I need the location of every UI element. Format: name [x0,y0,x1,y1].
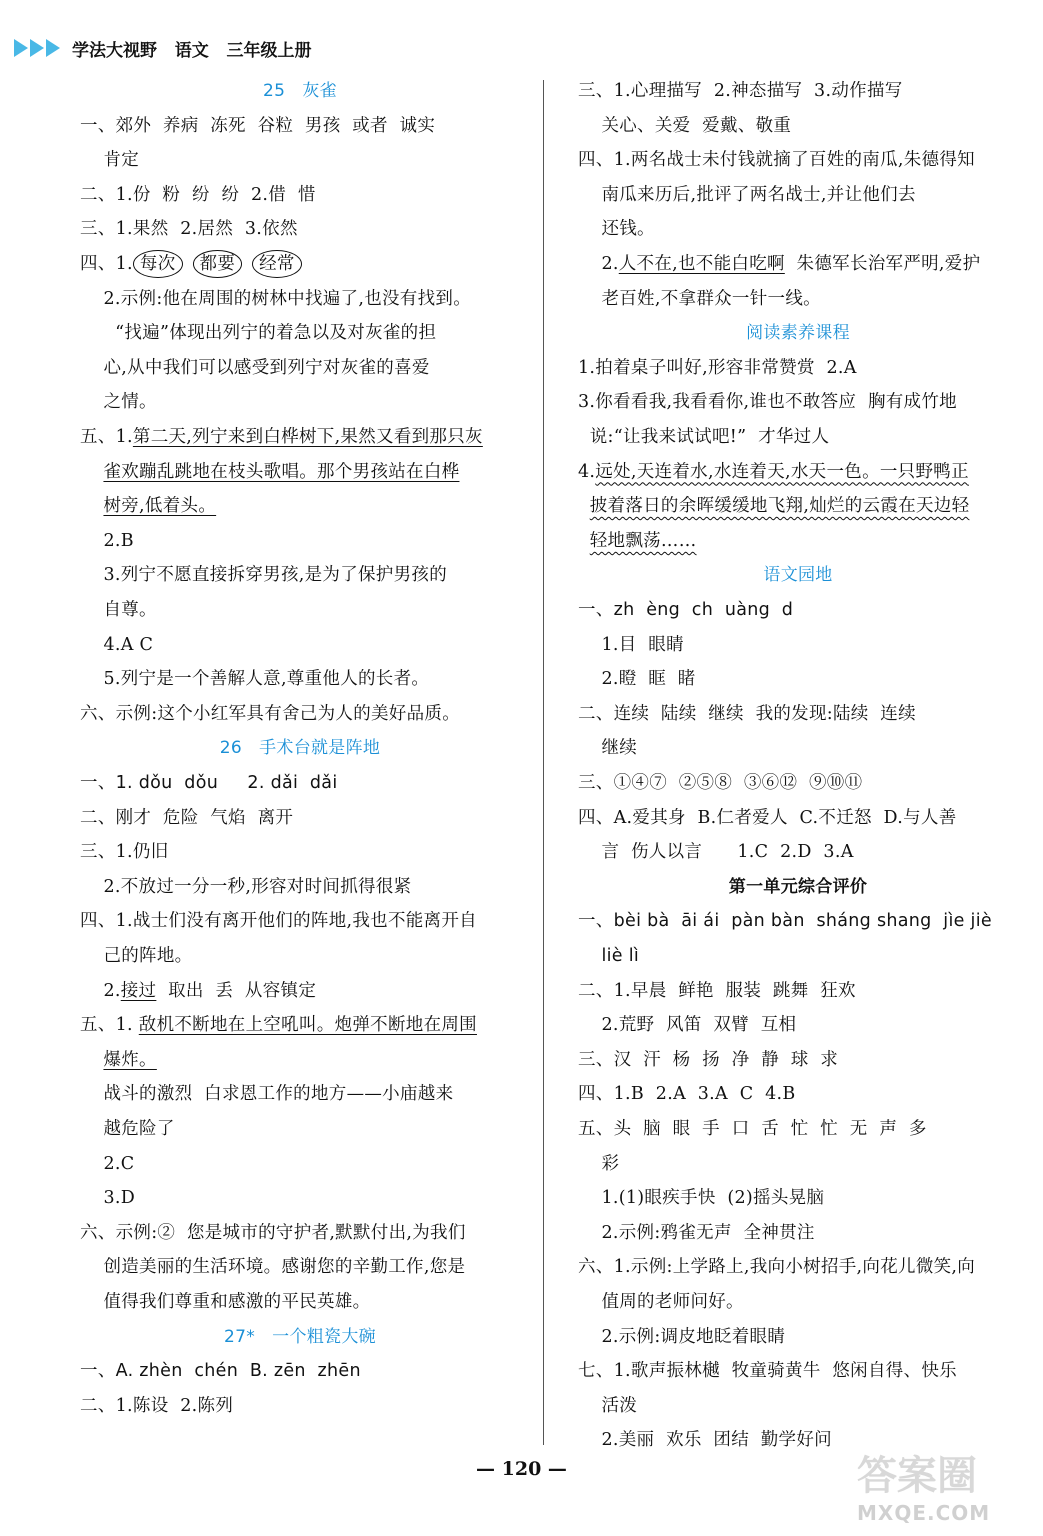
line-text: 1.(1)眼疾手快 (2)摇头晃脑 [578,1188,825,1209]
section-heading [80,74,520,108]
answer-line [80,1181,135,1215]
line-text: 三、汉 汗 杨 扬 净 静 球 求 [578,1049,839,1070]
line-text: 2.示例:调皮地眨着眼睛 [578,1326,786,1347]
line-text: 二、1.陈设 2.陈列 [80,1395,234,1416]
answer-line [578,1423,832,1457]
answer-line [578,178,916,212]
line-text: 五、1. [80,1015,139,1036]
answer-line [80,766,338,800]
answer-line [80,870,411,904]
answer-line [80,1250,465,1284]
line-text: 一、1. dǒu dǒu 2. dǎi dǎi [80,773,338,793]
section-heading [80,1320,520,1354]
line-text: 六、1.示例:上学路上,我向小树招手,向花儿微笑,向 [578,1257,976,1278]
answer-line [578,524,697,558]
answer-line [578,420,829,454]
line-text: 五、头 脑 眼 手 口 舌 忙 忙 无 声 多 [578,1119,927,1139]
answer-line [80,143,139,177]
line-text: 老百姓,不拿群众一针一线。 [578,288,821,309]
answer-line [578,385,957,419]
answer-line [578,1285,744,1319]
page-header [14,34,312,62]
line-text-rest: 朱德军长治军严明,爱护 [784,254,981,274]
line-text [578,531,590,551]
line-text: 4. [578,461,596,482]
line-text: 3.列宁不愿直接拆穿男孩,是为了保护男孩的 [80,565,448,586]
answer-line [80,1112,175,1146]
line-text: 一、zh èng ch uàng d [578,600,794,620]
answer-line [578,1008,796,1042]
line-text: 4.A C [80,634,154,655]
answer-line [578,74,903,108]
line-text: 五、1. [80,427,133,447]
line-text: 三、1.仍旧 [80,842,169,863]
wavy-underlined-text: 远处,天连着水,水连着天,水天一色。一只野鸭正 [595,461,969,482]
line-text: 三、1.心理描写 2.神态描写 3.动作描写 [578,81,903,101]
line-text: 言 伤人以言 1.C 2.D 3.A [578,842,854,863]
answer-line [80,455,459,489]
answer-line [578,351,857,385]
answer-line [80,524,134,558]
underlined-text: 雀欢蹦乱跳地在枝头歌唱。那个男孩站在白桦 [103,461,460,482]
line-text: 一、A. zhèn chén B. zēn zhēn [80,1361,361,1382]
answer-line [578,1181,824,1215]
line-text-rest: 取出 丢 从容镇定 [156,980,317,1001]
answer-line [80,1147,134,1181]
answer-line [578,801,957,835]
line-text: 四、1.两名战士未付钱就摘了百姓的南瓜,朱德得知 [578,150,975,171]
line-text [80,462,103,482]
underlined-text: 人不在,也不能白吃啊 [618,254,785,274]
answer-line [578,697,916,731]
line-text: 七、1.歌声振林樾 牧童骑黄牛 悠闲自得、快乐 [578,1361,957,1382]
watermark-logo [857,1444,1027,1530]
answer-line [80,282,471,316]
line-text: 战斗的激烈 白求恩工作的地方——小庙越来 [80,1084,454,1105]
answer-line [578,1250,975,1284]
line-text: 二、连续 陆续 继续 我的发现:陆续 连续 [578,703,916,724]
underlined-text: 树旁,低着头。 [103,496,217,517]
line-text: 5.列宁是一个善解人意,尊重他人的长者。 [80,669,430,690]
answer-line [578,662,696,696]
answer-line [578,731,637,765]
line-text: 四、A.爱其身 B.仁者爱人 C.不迁怒 D.与人善 [578,807,957,828]
line-text: 三、1.果然 2.居然 3.依然 [80,219,298,240]
answer-line [578,1389,637,1423]
line-text: 阅读素养课程 [746,323,850,344]
line-text: 2.B [80,530,134,551]
line-text: 2.不放过一分一秒,形容对时间抓得很紧 [80,876,412,897]
line-text: “找遍”体现出列宁的着急以及对灰雀的担 [80,323,437,344]
underlined-text: 接过 [120,980,157,1001]
line-text: 26 手术台就是阵地 [219,738,381,759]
line-text: 一、郊外 养病 冻死 谷粒 男孩 或者 诚实 [80,115,436,136]
section-heading [578,558,1018,592]
line-text: 3.你看看我,我看看你,谁也不敢答应 胸有成竹地 [578,392,957,413]
answer-line [578,282,821,316]
line-text: 彩 [578,1153,620,1174]
answer-line [578,628,684,662]
circled-word: 都要 [193,250,243,278]
answer-line [80,939,192,973]
answer-line [578,489,969,523]
line-text: 关心、关爱 爱戴、敬重 [578,115,792,136]
answer-line [80,628,153,662]
answer-line [578,1112,927,1146]
underlined-text: 敌机不断地在上空吼叫。炮弹不断地在周围 [138,1015,477,1036]
line-text: 值得我们尊重和感激的平民英雄。 [80,1292,371,1312]
line-text: 1.目 眼睛 [578,634,684,655]
line-text: 自尊。 [80,600,157,620]
line-text: 二、1.份 粉 纷 纷 2.借 惜 [80,184,316,205]
line-text: 2.美丽 欢乐 团结 勤学好问 [578,1430,832,1451]
line-text: 之情。 [80,392,157,413]
line-text: liè lì [578,946,640,966]
answer-line [80,1216,466,1250]
answer-line [578,974,856,1008]
answer-line [80,420,483,454]
answer-line [80,316,436,350]
answer-line [80,593,157,627]
line-text: 2. [578,254,619,274]
line-text: 二、1.早晨 鲜艳 服装 跳舞 狂欢 [578,980,856,1001]
answer-line [80,351,430,385]
answer-line [80,1285,370,1319]
answer-line [80,212,298,246]
section-heading [578,316,1018,350]
watermark-title: 答案圈 [857,1453,977,1499]
circled-word: 每次 [133,250,183,278]
line-text: 3.D [80,1188,136,1209]
line-text: 语文园地 [763,565,833,586]
answer-line [80,835,169,869]
answer-line [80,1008,477,1042]
line-text: 第一单元综合评价 [728,876,868,897]
line-text: 南瓜来历后,批评了两名战士,并让他们去 [578,184,916,205]
answer-line [578,1216,815,1250]
column-divider [543,80,544,1445]
line-text: 肯定 [80,150,140,171]
line-text: 2.示例:鸦雀无声 全神贯注 [578,1222,815,1243]
answer-line [578,1320,785,1354]
line-text: 二、刚才 危险 气焰 离开 [80,807,294,828]
line-text: 四、1.战士们没有离开他们的阵地,我也不能离开自 [80,911,477,932]
answer-line [578,835,854,869]
line-text [578,496,590,516]
line-text: 2.瞪 眶 睹 [578,669,696,690]
header-title: 学法大视野 语文 三年级上册 [72,40,312,61]
answer-line [578,1043,838,1077]
answer-line [80,974,316,1008]
wavy-underlined-text: 披着落日的余晖缓缓地飞翔,灿烂的云霞在天边轻 [589,496,970,517]
line-text: 25 灰雀 [263,81,337,101]
answer-line [80,1077,453,1111]
answer-line [80,1389,233,1423]
answer-line [80,489,216,523]
line-text: 三、①④⑦ ②⑤⑧ ③⑥⑫ ⑨⑩⑪ [578,773,863,793]
line-text [80,1050,103,1070]
answer-line [80,385,157,419]
answer-line [80,558,447,592]
line-text: 2.示例:他在周围的树林中找遍了,也没有找到。 [80,288,472,309]
answer-line [578,455,969,489]
answer-line [80,109,435,143]
answer-line [578,939,639,973]
line-text: 活泼 [578,1395,638,1416]
line-text: 还钱。 [578,219,655,240]
answer-line [578,212,655,246]
line-text [80,496,103,516]
header-arrows-icon [14,39,62,57]
answer-line [578,1354,957,1388]
line-text: 说:“让我来试试吧!” 才华过人 [578,427,830,447]
line-text: 一、bèi bà āi ái pàn bàn sháng shang jìe jiè [578,911,992,932]
answer-line [578,1077,796,1111]
answer-line [578,593,793,627]
answer-line [80,1354,361,1388]
answer-line [578,247,980,281]
answer-line [80,801,293,835]
line-text: 27* 一个粗瓷大碗 [224,1326,376,1347]
answer-line [80,662,429,696]
line-text: 四、1. [80,254,133,274]
page-number: — 120 — [476,1458,567,1480]
line-text: 四、1.B 2.A 3.A C 4.B [578,1084,796,1105]
line-text: 继续 [578,738,638,759]
line-text: 创造美丽的生活环境。感谢您的辛勤工作,您是 [80,1257,466,1278]
wavy-underlined-text: 轻地飘荡…… [589,530,697,551]
answer-line [80,247,312,281]
line-text: 2. [80,980,121,1001]
line-text: 值周的老师问好。 [578,1292,744,1312]
answer-line [578,1147,619,1181]
circled-word: 经常 [252,250,302,278]
line-text: 2.C [80,1153,135,1174]
answer-line [578,143,975,177]
answer-line [80,178,316,212]
underlined-text: 爆炸。 [103,1049,157,1070]
section-heading [80,731,520,765]
line-text: 六、示例:这个小红军具有舍己为人的美好品质。 [80,703,460,724]
watermark-url: MXQE.COM [857,1501,991,1525]
line-text: 1.拍着桌子叫好,形容非常赞赏 2.A [578,357,857,378]
answer-line [578,109,791,143]
answer-line [80,904,477,938]
answer-line [80,1043,157,1077]
answer-line [578,766,862,800]
underlined-text: 第二天,列宁来到白桦树下,果然又看到那只灰 [132,427,483,447]
line-text: 越危险了 [80,1119,175,1139]
line-text: 六、示例:② 您是城市的守护者,默默付出,为我们 [80,1222,466,1243]
answer-line [80,697,460,731]
answer-line [578,904,992,938]
section-heading [578,870,1018,904]
line-text: 己的阵地。 [80,946,193,966]
line-text: 2.荒野 风笛 双臂 互相 [578,1015,797,1036]
line-text: 心,从中我们可以感受到列宁对灰雀的喜爱 [80,357,430,378]
